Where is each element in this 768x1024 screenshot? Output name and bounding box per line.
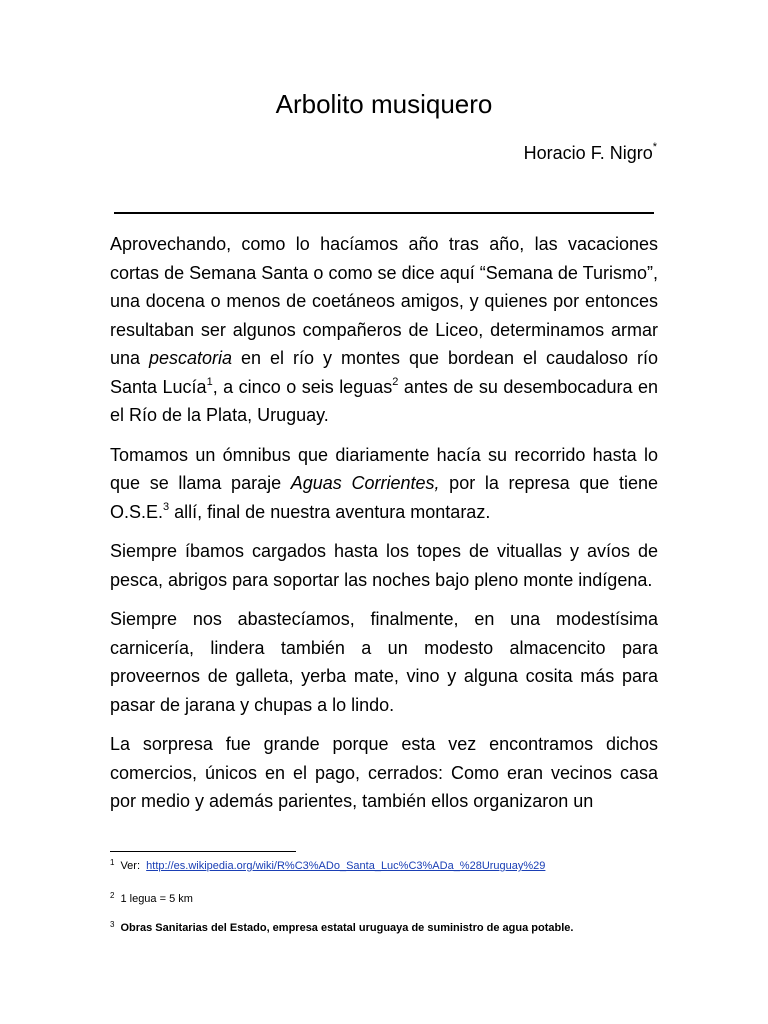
paragraph-2-text-c: allí, final de nuestra aventura montaraz. — [169, 501, 491, 522]
paragraph-1-text-d: antes de su desembocadura en el Río de la Plata, Uruguay. — [110, 376, 658, 425]
paragraph-1-text-a: Aprovechando, como lo hacíamos año tras año, las vacaciones cortas de Semana Santa o como se dice aquí “Semana de Turismo”, una docena o menos de coetáneos amigos, y quienes por entonces resultaban ser algunos compañeros de Liceo, determinamos armar una — [110, 234, 658, 368]
footnote-2-number: 2 — [110, 891, 115, 900]
paragraph-4: Siempre nos abastecíamos, finalmente, en una modestísima carnicería, lindera también a un modesto almacencito para proveernos de galleta, yerba mate, vino y alguna cosita más para pasar de jarana y chupas a lo lindo. — [110, 609, 658, 715]
paragraph-2 — [110, 441, 658, 527]
footnote-1-label: Ver: — [120, 860, 141, 872]
footnote-1-link[interactable]: http://es.wikipedia.org/wiki/R%C3%ADo_Santa_Luc%C3%ADa_%28Uruguay%29 — [146, 860, 546, 872]
footnote-ref-2[interactable]: 2 — [392, 375, 399, 388]
footnote-ref-1[interactable]: 1 — [206, 375, 213, 388]
title-separator-rule — [114, 212, 654, 214]
footnote-2 — [110, 891, 193, 907]
author-line — [524, 139, 657, 167]
paragraph-3: Siempre íbamos cargados hasta los topes de vituallas y avíos de pesca, abrigos para soportar las noches bajo pleno monte indígena. — [110, 541, 658, 590]
paragraph-2-italic: Aguas Corrientes, — [290, 473, 440, 493]
paragraph-1 — [110, 230, 658, 430]
paragraph-5: La sorpresa fue grande porque esta vez encontramos dichos comercios, únicos en el pago, cerrados: Como eran vecinos casa por medio y además parientes, también ellos organizaron un — [110, 734, 658, 811]
document-body — [110, 230, 658, 827]
document-title: Arbolito musiquero — [275, 89, 493, 119]
footnote-separator-rule — [110, 851, 296, 852]
footnote-1-number: 1 — [110, 858, 115, 867]
footnote-ref-3[interactable]: 3 — [163, 500, 170, 513]
footnote-1 — [110, 858, 545, 874]
footnote-2-text: 1 legua = 5 km — [120, 893, 193, 905]
author-footnote-marker: * — [652, 141, 657, 153]
footnote-3-number: 3 — [110, 920, 115, 929]
footnote-3 — [110, 920, 573, 936]
paragraph-1-text-c: , a cinco o seis leguas — [212, 376, 393, 397]
paragraph-2-text-b: por la represa que tiene O.S.E. — [110, 473, 658, 522]
author-name: Horacio F. Nigro — [523, 143, 653, 163]
footnote-3-text: Obras Sanitarias del Estado, empresa estatal uruguaya de suministro de agua potable. — [120, 922, 574, 934]
paragraph-2-text-a: Tomamos un ómnibus que diariamente hacía su recorrido hasta lo que se llama paraje — [110, 444, 658, 493]
paragraph-1-text-b: en el río y montes que bordean el caudaloso río Santa Lucía — [110, 348, 658, 397]
paragraph-1-italic: pescatoria — [149, 348, 233, 368]
